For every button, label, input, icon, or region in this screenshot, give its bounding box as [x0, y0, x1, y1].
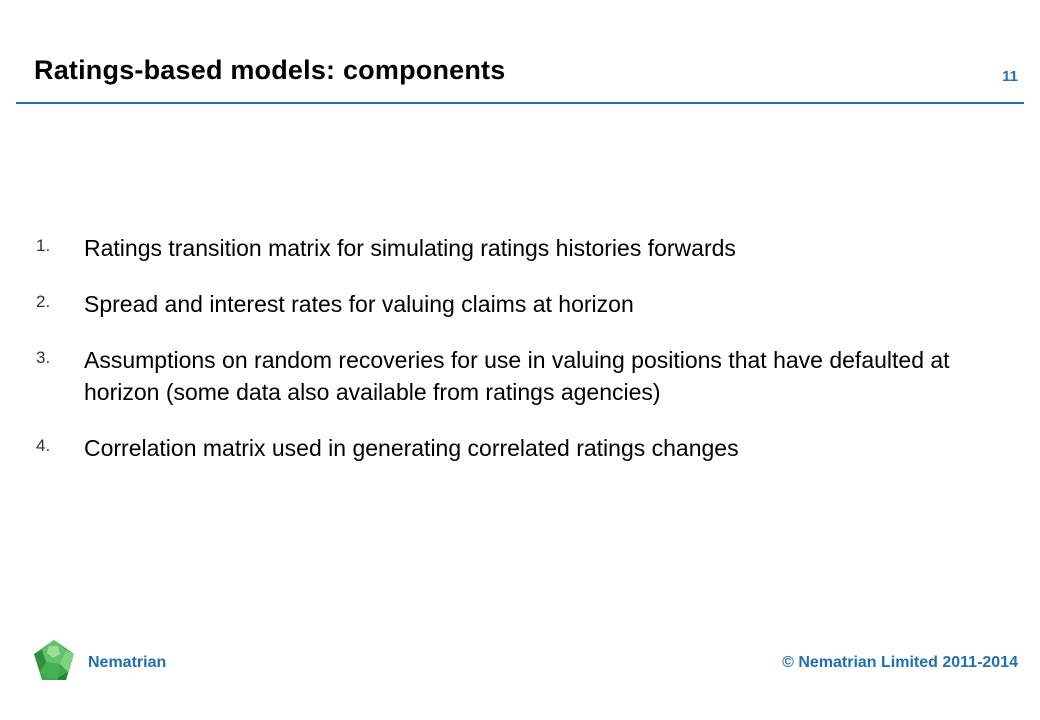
- list-item: [28, 232, 988, 264]
- list-item-text: Assumptions on random recoveries for use in valuing positions that have defaulted at horizon (some data also available from ratings agencies): [84, 347, 950, 405]
- list-item: [28, 344, 988, 408]
- page-title: Ratings-based models: components: [34, 55, 506, 85]
- list-item-marker: 4.: [36, 436, 51, 455]
- numbered-list: [28, 232, 988, 488]
- footer-copyright: © Nematrian Limited 2011-2014: [782, 654, 1018, 671]
- nematrian-polyhedron-logo-icon: [30, 638, 78, 686]
- list-item-marker: 3.: [36, 348, 51, 367]
- list-item: [28, 432, 988, 464]
- list-item-text: Ratings transition matrix for simulating ratings histories forwards: [84, 235, 736, 261]
- list-item: [28, 288, 988, 320]
- list-item-marker: 1.: [36, 236, 51, 255]
- list-item-text: Correlation matrix used in generating correlated ratings changes: [84, 435, 739, 461]
- list-item-text: Spread and interest rates for valuing claims at horizon: [84, 291, 634, 317]
- list-item-marker: 2.: [36, 292, 51, 311]
- slide-number: 11: [1002, 68, 1018, 85]
- title-divider: [16, 102, 1024, 104]
- footer-brand: Nematrian: [88, 654, 167, 671]
